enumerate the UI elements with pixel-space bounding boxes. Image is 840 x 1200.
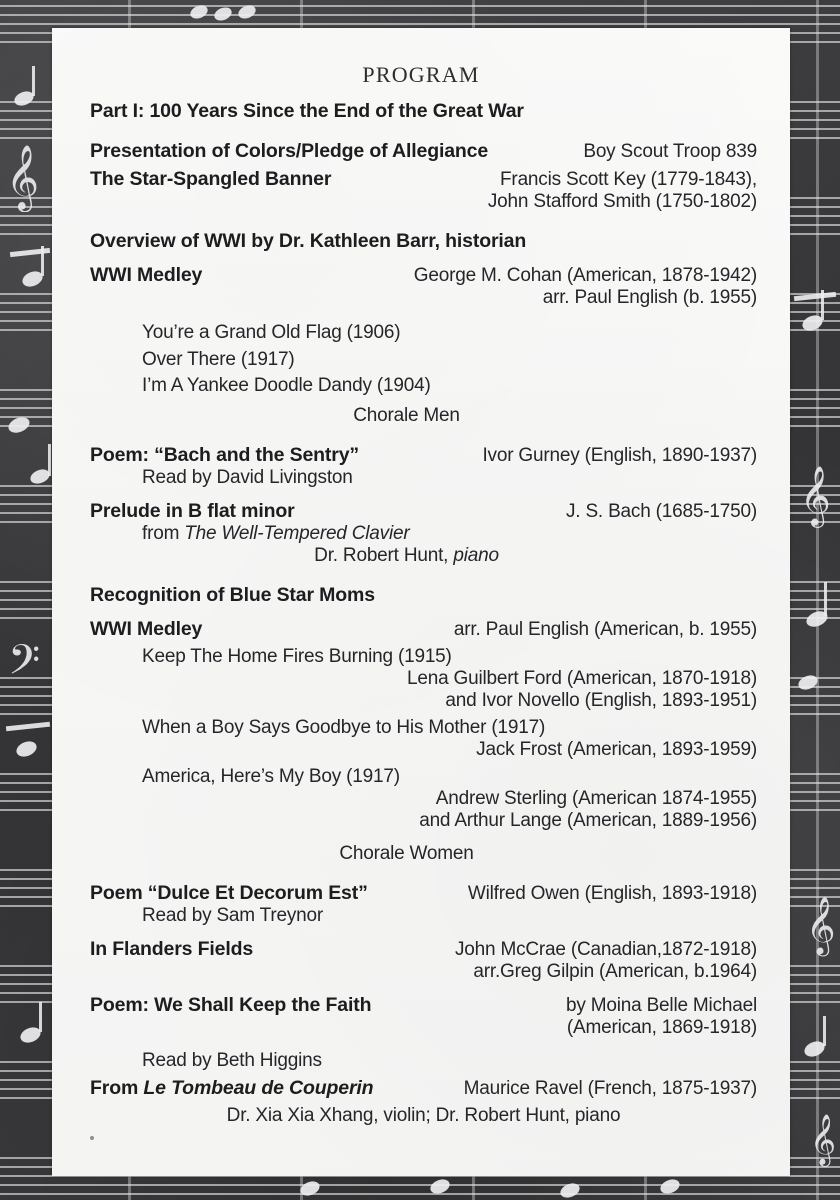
program-item-overview-wwi: Overview of WWI by Dr. Kathleen Barr, historian — [90, 230, 527, 252]
attribution-line: John McCrae (Canadian,1872-1918) — [454, 938, 757, 960]
work-title: Le Tombeau de Couperin — [143, 1076, 374, 1099]
note-head — [212, 5, 233, 23]
attribution-line: John Stafford Smith (1750-1802) — [487, 191, 757, 212]
part-heading: Part I: 100 Years Since the End of the Great War — [90, 100, 524, 122]
note-beam — [794, 292, 836, 301]
note-head — [796, 673, 819, 693]
attribution-line: arr.Greg Gilpin (American, b.1964) — [473, 960, 757, 982]
song-title: When a Boy Says Goodbye to His Mother (1917) — [142, 716, 546, 738]
note-stem — [823, 1016, 826, 1046]
performing-ensemble: Chorale Men — [353, 404, 460, 426]
program-item-poem-we-shall-keep-the-faith — [90, 994, 757, 1039]
note-stem — [39, 1002, 42, 1032]
treble-clef-icon: 𝄞 — [806, 896, 836, 954]
attribution-line: arr. Paul English (b. 1955) — [542, 287, 757, 308]
song-title: Keep The Home Fires Burning (1915) — [142, 645, 452, 667]
item-title: Poem: “Bach and the Sentry” — [90, 443, 360, 466]
item-title: Poem: We Shall Keep the Faith — [90, 993, 372, 1016]
performer-credit: Dr. Xia Xia Xhang, violin; Dr. Robert Hunt, piano — [226, 1104, 621, 1126]
program-item-wwi-medley-women — [90, 618, 757, 641]
attribution-line: Francis Scott Key (1779-1843), — [500, 169, 757, 190]
credit-line: and Arthur Lange (American, 1889-1956) — [419, 809, 757, 831]
source-title: The Well-Tempered Clavier — [184, 522, 410, 544]
attribution-line: by Moina Belle Michael — [566, 994, 757, 1016]
item-title: WWI Medley — [90, 264, 203, 286]
song-credits — [90, 668, 757, 712]
credit-line: Andrew Sterling (American 1874-1955) — [435, 787, 757, 809]
program-body — [90, 100, 757, 1127]
item-attribution: arr. Paul English (American, b. 1955) — [453, 618, 757, 640]
note-head — [298, 1179, 321, 1199]
performer-name: Dr. Robert Hunt, — [314, 544, 454, 566]
note-stem — [32, 66, 35, 96]
item-title — [90, 1077, 373, 1100]
song-title: I’m A Yankee Doodle Dandy (1904) — [142, 375, 431, 397]
page-title: program — [362, 54, 480, 89]
performer-instrument: piano — [453, 544, 499, 566]
note-stem — [824, 582, 827, 616]
program-item-poem-bach-and-the-sentry — [90, 444, 757, 467]
note-head — [236, 3, 257, 21]
item-attribution — [488, 169, 757, 213]
program-item-prelude-b-flat-minor — [90, 500, 757, 523]
song-title: America, Here’s My Boy (1917) — [142, 765, 400, 787]
program-item-presentation-of-colors — [90, 140, 757, 163]
song-credits — [90, 739, 757, 761]
item-title: Prelude in B flat minor — [90, 499, 295, 522]
performer-credit — [90, 545, 757, 567]
item-title: In Flanders Fields — [90, 937, 254, 960]
program-item-wwi-medley-men — [90, 264, 757, 309]
program-page — [52, 28, 790, 1176]
program-item-in-flanders-fields — [90, 938, 757, 983]
performing-ensemble: Chorale Women — [339, 842, 474, 864]
treble-clef-icon: 𝄞 — [810, 1114, 837, 1165]
item-attribution: Maurice Ravel (French, 1875-1937) — [463, 1077, 757, 1099]
note-beam — [6, 722, 50, 732]
item-attribution — [455, 939, 757, 983]
note-head — [188, 3, 209, 21]
item-attribution — [566, 995, 757, 1039]
note-beam — [10, 248, 50, 257]
attribution-line: George M. Cohan (American, 1878-1942) — [413, 265, 757, 286]
program-item-blue-star-moms: Recognition of Blue Star Moms — [90, 583, 375, 606]
reader-credit: Read by Sam Treynor — [142, 904, 324, 926]
source-prefix: from — [142, 522, 185, 544]
reader-credit: Read by David Livingston — [142, 466, 353, 488]
song-title: You’re a Grand Old Flag (1906) — [142, 322, 401, 343]
note-head — [658, 1177, 681, 1197]
song-credits — [90, 788, 757, 832]
credit-line: and Ivor Novello (English, 1893-1951) — [445, 689, 757, 711]
title-prefix: From — [90, 1076, 144, 1099]
item-title: Poem “Dulce Et Decorum Est” — [90, 881, 368, 904]
credit-line: Jack Frost (American, 1893-1959) — [476, 738, 757, 760]
item-attribution — [414, 265, 757, 309]
item-attribution: J. S. Bach (1685-1750) — [566, 500, 757, 522]
program-item-le-tombeau-de-couperin — [90, 1077, 757, 1100]
item-attribution: Boy Scout Troop 839 — [583, 141, 757, 162]
song-title: Over There (1917) — [142, 348, 295, 370]
item-title: The Star-Spangled Banner — [90, 168, 332, 190]
program-item-star-spangled-banner — [90, 168, 757, 213]
attribution-line: (American, 1869-1918) — [566, 1016, 757, 1038]
item-attribution: Ivor Gurney (English, 1890-1937) — [482, 444, 757, 466]
note-head — [6, 414, 32, 435]
item-title: Presentation of Colors/Pledge of Allegiance — [90, 140, 489, 162]
note-head — [14, 739, 39, 760]
note-head — [558, 1181, 581, 1200]
program-item-poem-dulce-et-decorum-est — [90, 882, 757, 905]
treble-clef-icon: 𝄞 — [6, 145, 40, 210]
bass-clef-icon: 𝄢 — [8, 636, 41, 694]
item-attribution: Wilfred Owen (English, 1893-1918) — [467, 882, 757, 904]
credit-line: Lena Guilbert Ford (American, 1870-1918) — [406, 667, 757, 689]
item-title: WWI Medley — [90, 617, 203, 640]
reader-credit: Read by Beth Higgins — [142, 1049, 322, 1071]
note-stem — [48, 444, 51, 476]
paper-speck — [90, 1136, 94, 1140]
note-head — [428, 1177, 451, 1197]
treble-clef-icon: 𝄞 — [800, 466, 831, 526]
source-work — [142, 523, 757, 545]
